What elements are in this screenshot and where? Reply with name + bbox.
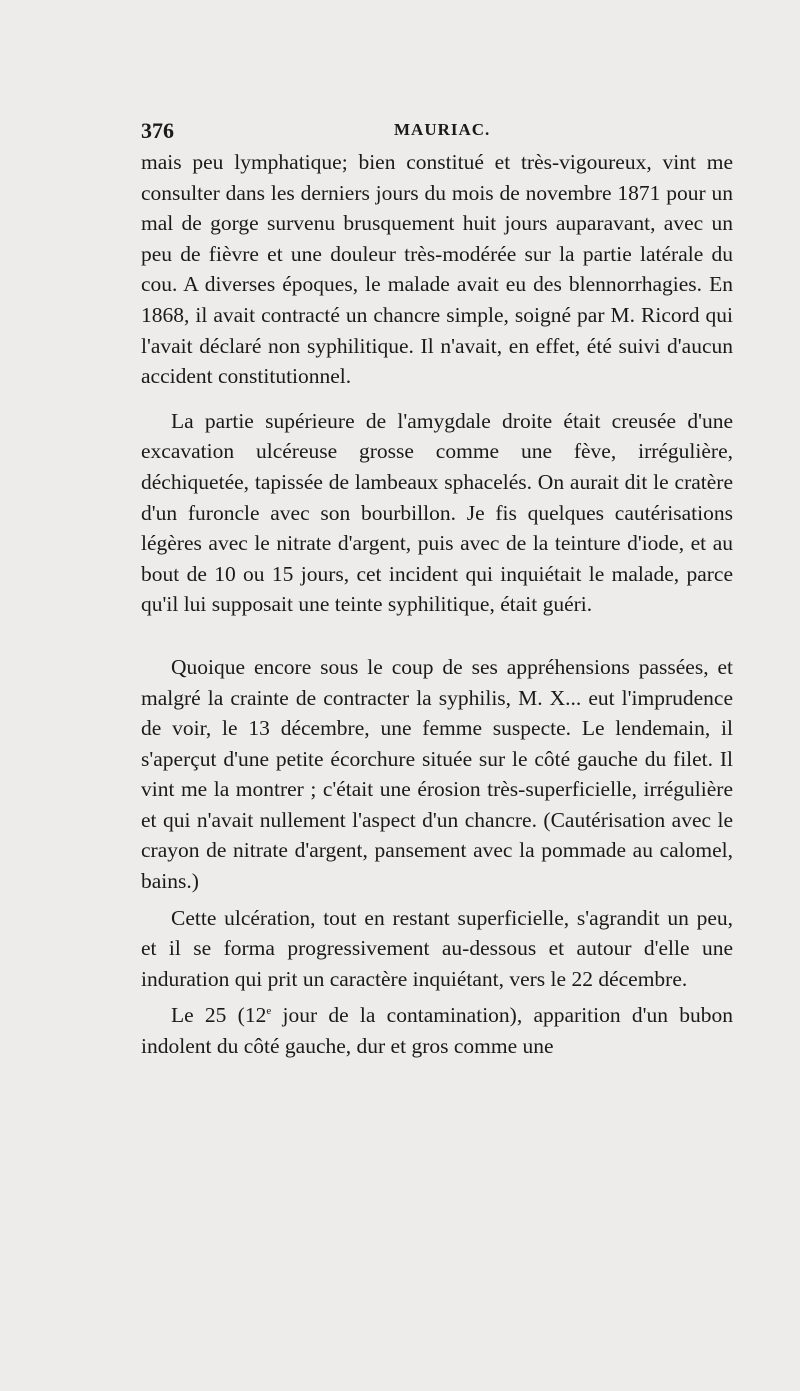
page-number: 376: [141, 118, 174, 143]
paragraph-5-end: jour de la contamination), apparition d'un bubon indolent du côté gauche, dur et gros comme une: [141, 1003, 733, 1059]
paragraph-2: La partie supérieure de l'amygdale droite était creusée d'une excavation ulcéreuse grosse comme une fève, irrégulière, déchiquetée, tapissée de lambeaux sphacelés. On aurait dit le cratère d'un furoncle avec son bourbillon. Je fis quelques cautérisations légères avec le nitrate d'argent, puis avec de la teinture d'iode, et au bout de 10 ou 15 jours, cet incident qui inquiétait le malade, parce qu'il lui supposait une teinte syphilitique, était guéri.: [141, 408, 733, 617]
paragraph-3: Quoique encore sous le coup de ses appréhensions passées, et malgré la crainte de contracter la syphilis, M. X... eut l'imprudence de voir, le 13 décembre, une femme suspecte. Le lendemain, il s'aperçut d'une petite écorchure située sur le côté gauche du filet. Il vint me la montrer ; c'était une érosion très-superficielle, irrégulière et qui n'avait nullement l'aspect d'un chancre. (Cautérisation avec le crayon de nitrate d'argent, pansement avec la pommade au calomel, bains.): [141, 654, 733, 894]
paragraph-5: [141, 1000, 733, 1061]
page-header: [141, 118, 733, 144]
body-text: [141, 147, 733, 1062]
running-head: MAURIAC.: [394, 120, 491, 139]
paragraph-4: Cette ulcération, tout en restant superficielle, s'agrandit un peu, et il se forma progressivement au-dessous et autour d'elle une induration qui prit un caractère inquiétant, vers le 22 décembre.: [141, 905, 733, 991]
paragraph-5-start: Le 25 (12: [171, 1003, 267, 1028]
ordinal-superscript: e: [266, 1005, 272, 1018]
paragraph-1: mais peu lymphatique; bien constitué et très-vigoureux, vint me consulter dans les derniers jours du mois de novembre 1871 pour un mal de gorge survenu brusquement huit jours auparavant, avec un peu de fièvre et une douleur très-modérée sur la partie latérale du cou. A diverses époques, le malade avait eu des blennorrhagies. En 1868, il avait contracté un chancre simple, soigné par M. Ricord qui l'avait déclaré non syphilitique. Il n'avait, en effet, été suivi d'aucun accident constitutionnel.: [141, 150, 733, 389]
